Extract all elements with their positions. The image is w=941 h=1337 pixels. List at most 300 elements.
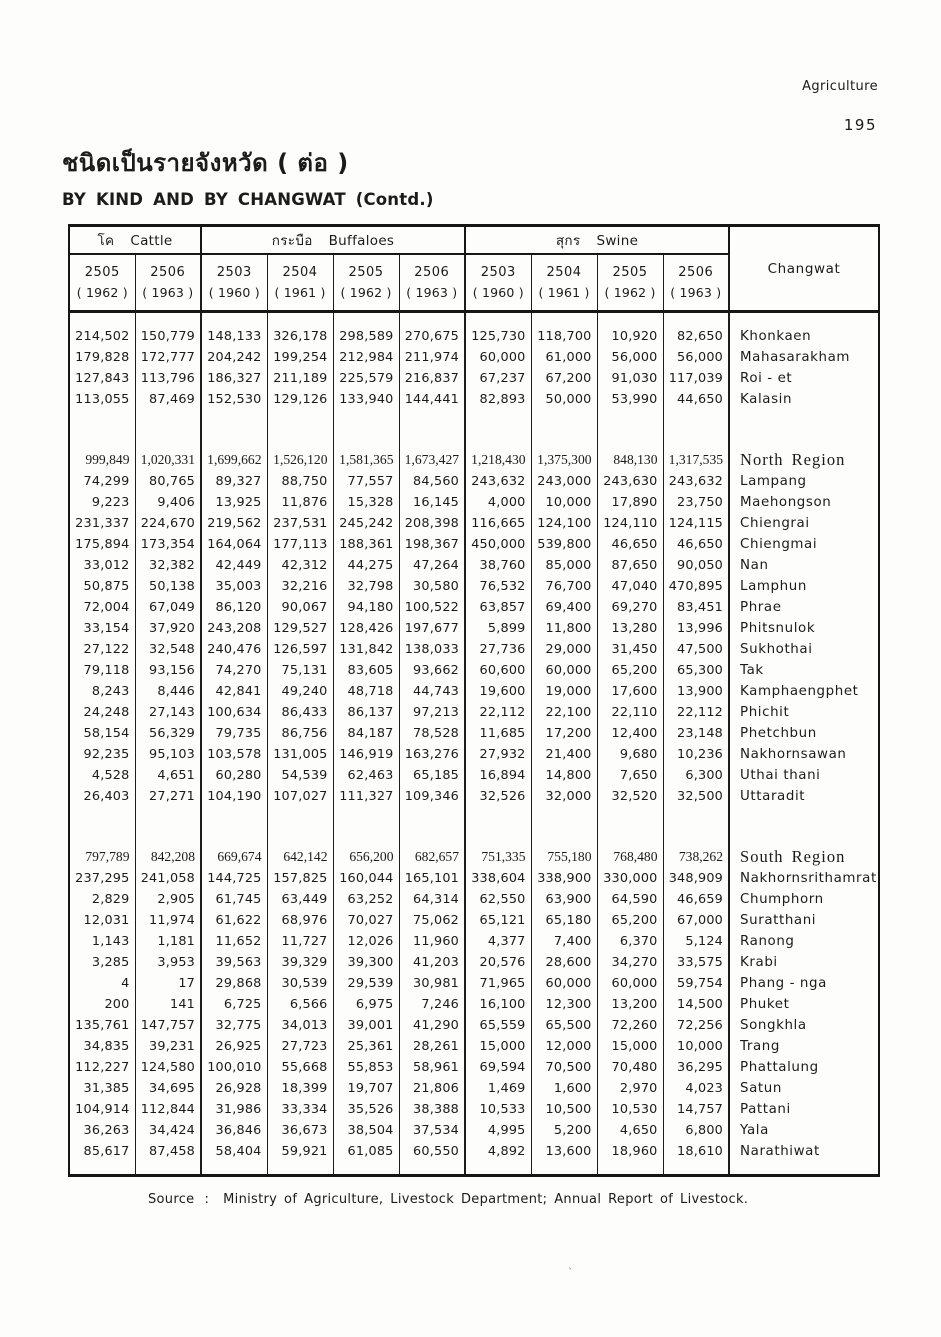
page-number: 195: [843, 116, 877, 134]
value-cell: 62,463: [333, 765, 399, 786]
group-label-english: Cattle: [130, 232, 173, 249]
changwat-cell: North Region: [740, 450, 846, 469]
region-total-row: [69, 450, 879, 471]
value-cell: 13,900: [663, 681, 729, 702]
value-cell: 64,314: [399, 889, 465, 910]
value-cell: 12,000: [531, 1036, 597, 1057]
year-header: [597, 254, 663, 312]
year-ad: ( 1961 ): [538, 284, 590, 300]
group-label-thai: โค: [97, 232, 115, 249]
value-cell: 11,960: [399, 931, 465, 952]
year-be: 2506: [414, 264, 450, 280]
value-cell: 61,000: [531, 347, 597, 368]
year-header: [465, 254, 531, 312]
value-cell: 46,650: [597, 534, 663, 555]
value-cell: 65,200: [597, 910, 663, 931]
value-cell: 84,187: [333, 723, 399, 744]
value-cell: 84,560: [399, 471, 465, 492]
value-cell: 164,064: [201, 534, 267, 555]
value-cell: 27,143: [135, 702, 201, 723]
value-cell: 1,673,427: [399, 450, 465, 471]
table-row: [69, 555, 879, 576]
value-cell: 150,779: [135, 326, 201, 347]
changwat-cell: Songkhla: [740, 1017, 807, 1033]
value-cell: 65,500: [531, 1015, 597, 1036]
value-cell: 1,143: [69, 931, 135, 952]
value-cell: 104,914: [69, 1099, 135, 1120]
value-cell: 63,900: [531, 889, 597, 910]
value-cell: 47,264: [399, 555, 465, 576]
value-cell: 39,329: [267, 952, 333, 973]
value-cell: 50,000: [531, 389, 597, 410]
year-ad: ( 1960 ): [208, 284, 260, 300]
value-cell: 54,539: [267, 765, 333, 786]
value-cell: 165,101: [399, 868, 465, 889]
value-cell: 77,557: [333, 471, 399, 492]
value-cell: 4,892: [465, 1141, 531, 1162]
value-cell: 42,312: [267, 555, 333, 576]
table-row: [69, 952, 879, 973]
group-header-swine: [465, 226, 729, 254]
value-cell: 60,000: [597, 973, 663, 994]
value-cell: 29,868: [201, 973, 267, 994]
value-cell: 11,727: [267, 931, 333, 952]
value-cell: 112,227: [69, 1057, 135, 1078]
value-cell: 100,634: [201, 702, 267, 723]
changwat-cell: Yala: [740, 1122, 769, 1138]
year-ad: ( 1963 ): [406, 284, 458, 300]
table-row: [69, 868, 879, 889]
value-cell: 65,559: [465, 1015, 531, 1036]
value-cell: 124,580: [135, 1057, 201, 1078]
changwat-cell: Maehongson: [740, 494, 832, 510]
value-cell: 11,800: [531, 618, 597, 639]
table-row: [69, 931, 879, 952]
value-cell: 177,113: [267, 534, 333, 555]
value-cell: 9,406: [135, 492, 201, 513]
value-cell: [201, 1162, 267, 1176]
value-cell: 129,126: [267, 389, 333, 410]
value-cell: 38,760: [465, 555, 531, 576]
value-cell: 3,285: [69, 952, 135, 973]
value-cell: 146,919: [333, 744, 399, 765]
value-cell: 330,000: [597, 868, 663, 889]
table-row: [69, 1120, 879, 1141]
value-cell: 125,730: [465, 326, 531, 347]
value-cell: 1,526,120: [267, 450, 333, 471]
value-cell: 86,137: [333, 702, 399, 723]
value-cell: 82,650: [663, 326, 729, 347]
value-cell: 7,246: [399, 994, 465, 1015]
value-cell: 4,377: [465, 931, 531, 952]
group-label-thai: สุกร: [555, 232, 581, 249]
value-cell: 117,039: [663, 368, 729, 389]
value-cell: 237,295: [69, 868, 135, 889]
value-cell: 34,013: [267, 1015, 333, 1036]
value-cell: 26,403: [69, 786, 135, 807]
source-label: Source: [148, 1192, 195, 1207]
value-cell: 212,984: [333, 347, 399, 368]
value-cell: 32,000: [531, 786, 597, 807]
value-cell: 36,295: [663, 1057, 729, 1078]
value-cell: 17,200: [531, 723, 597, 744]
value-cell: 17,890: [597, 492, 663, 513]
table-row: [69, 618, 879, 639]
value-cell: 163,276: [399, 744, 465, 765]
value-cell: 58,404: [201, 1141, 267, 1162]
value-cell: 10,000: [531, 492, 597, 513]
value-cell: 669,674: [201, 847, 267, 868]
value-cell: 71,965: [465, 973, 531, 994]
value-cell: 11,652: [201, 931, 267, 952]
changwat-cell: Phitsnulok: [740, 620, 816, 636]
group-header-buffaloes: [201, 226, 465, 254]
changwat-cell: Ranong: [740, 933, 795, 949]
value-cell: 26,928: [201, 1078, 267, 1099]
value-cell: 116,665: [465, 513, 531, 534]
value-cell: 103,578: [201, 744, 267, 765]
changwat-cell: Mahasarakham: [740, 349, 851, 365]
year-be: 2505: [612, 264, 648, 280]
value-cell: 6,566: [267, 994, 333, 1015]
group-label-thai: กระบือ: [271, 232, 313, 249]
value-cell: 12,031: [69, 910, 135, 931]
value-cell: 53,990: [597, 389, 663, 410]
value-cell: 29,000: [531, 639, 597, 660]
value-cell: 70,027: [333, 910, 399, 931]
value-cell: 1,020,331: [135, 450, 201, 471]
value-cell: 104,190: [201, 786, 267, 807]
changwat-cell: [729, 410, 879, 450]
value-cell: [531, 1162, 597, 1176]
value-cell: 7,650: [597, 765, 663, 786]
table-row: [69, 994, 879, 1015]
value-cell: [531, 312, 597, 326]
value-cell: 11,876: [267, 492, 333, 513]
value-cell: [333, 807, 399, 847]
value-cell: 7,400: [531, 931, 597, 952]
value-cell: [267, 312, 333, 326]
table-row: [69, 1099, 879, 1120]
value-cell: 50,138: [135, 576, 201, 597]
value-cell: 129,527: [267, 618, 333, 639]
value-cell: 100,010: [201, 1057, 267, 1078]
value-cell: 200: [69, 994, 135, 1015]
value-cell: 93,662: [399, 660, 465, 681]
value-cell: 14,757: [663, 1099, 729, 1120]
value-cell: 24,248: [69, 702, 135, 723]
changwat-cell: Nakhornsrithamrat: [740, 870, 877, 886]
value-cell: 326,178: [267, 326, 333, 347]
value-cell: 59,921: [267, 1141, 333, 1162]
value-cell: 85,617: [69, 1141, 135, 1162]
value-cell: 1,600: [531, 1078, 597, 1099]
value-cell: 34,835: [69, 1036, 135, 1057]
value-cell: 37,534: [399, 1120, 465, 1141]
value-cell: 13,925: [201, 492, 267, 513]
value-cell: 29,539: [333, 973, 399, 994]
value-cell: 124,100: [531, 513, 597, 534]
value-cell: 204,242: [201, 347, 267, 368]
changwat-cell: Nan: [740, 557, 769, 573]
value-cell: 131,005: [267, 744, 333, 765]
value-cell: 74,299: [69, 471, 135, 492]
value-cell: 14,800: [531, 765, 597, 786]
value-cell: 1,181: [135, 931, 201, 952]
value-cell: 31,450: [597, 639, 663, 660]
value-cell: 107,027: [267, 786, 333, 807]
value-cell: 50,875: [69, 576, 135, 597]
value-cell: 33,154: [69, 618, 135, 639]
value-cell: 83,605: [333, 660, 399, 681]
value-cell: [465, 1162, 531, 1176]
value-cell: 4,023: [663, 1078, 729, 1099]
title-english: BY KIND AND BY CHANGWAT (Contd.): [62, 190, 434, 209]
changwat-cell: Krabi: [740, 954, 778, 970]
value-cell: 768,480: [597, 847, 663, 868]
value-cell: 127,843: [69, 368, 135, 389]
value-cell: 44,275: [333, 555, 399, 576]
value-cell: [597, 807, 663, 847]
value-cell: 175,894: [69, 534, 135, 555]
year-ad: ( 1962 ): [76, 284, 128, 300]
value-cell: 55,668: [267, 1057, 333, 1078]
value-cell: 56,329: [135, 723, 201, 744]
value-cell: 13,600: [531, 1141, 597, 1162]
value-cell: 9,223: [69, 492, 135, 513]
value-cell: 245,242: [333, 513, 399, 534]
year-header: [663, 254, 729, 312]
table-row: [69, 765, 879, 786]
value-cell: 62,550: [465, 889, 531, 910]
value-cell: 46,650: [663, 534, 729, 555]
value-cell: 35,003: [201, 576, 267, 597]
value-cell: 211,189: [267, 368, 333, 389]
value-cell: 13,996: [663, 618, 729, 639]
value-cell: 93,156: [135, 660, 201, 681]
value-cell: 91,030: [597, 368, 663, 389]
value-cell: [531, 807, 597, 847]
value-cell: 42,841: [201, 681, 267, 702]
scan-artifact-mark: `: [568, 1266, 574, 1279]
value-cell: [399, 312, 465, 326]
value-cell: [201, 410, 267, 450]
value-cell: 87,469: [135, 389, 201, 410]
value-cell: 6,370: [597, 931, 663, 952]
value-cell: 79,735: [201, 723, 267, 744]
value-cell: 10,533: [465, 1099, 531, 1120]
value-cell: 12,026: [333, 931, 399, 952]
value-cell: 450,000: [465, 534, 531, 555]
value-cell: 95,103: [135, 744, 201, 765]
table-row: [69, 513, 879, 534]
value-cell: 33,334: [267, 1099, 333, 1120]
value-cell: 65,200: [597, 660, 663, 681]
value-cell: 13,280: [597, 618, 663, 639]
value-cell: 31,385: [69, 1078, 135, 1099]
changwat-cell: Phattalung: [740, 1059, 819, 1075]
value-cell: 61,622: [201, 910, 267, 931]
value-cell: 243,000: [531, 471, 597, 492]
changwat-cell: Chiengmai: [740, 536, 818, 552]
value-cell: 243,630: [597, 471, 663, 492]
value-cell: [465, 807, 531, 847]
value-cell: 41,290: [399, 1015, 465, 1036]
value-cell: 33,012: [69, 555, 135, 576]
value-cell: [69, 312, 135, 326]
table-row: [69, 576, 879, 597]
value-cell: 60,550: [399, 1141, 465, 1162]
value-cell: 60,600: [465, 660, 531, 681]
value-cell: 30,981: [399, 973, 465, 994]
value-cell: 72,256: [663, 1015, 729, 1036]
value-cell: 112,844: [135, 1099, 201, 1120]
year-be: 2505: [84, 264, 120, 280]
value-cell: 32,520: [597, 786, 663, 807]
value-cell: 67,237: [465, 368, 531, 389]
value-cell: [201, 312, 267, 326]
changwat-header: Changwat: [729, 226, 879, 312]
year-ad: ( 1962 ): [340, 284, 392, 300]
value-cell: 38,388: [399, 1099, 465, 1120]
value-cell: 6,975: [333, 994, 399, 1015]
changwat-cell: [729, 807, 879, 847]
value-cell: 12,400: [597, 723, 663, 744]
value-cell: 22,112: [465, 702, 531, 723]
value-cell: 111,327: [333, 786, 399, 807]
value-cell: 68,976: [267, 910, 333, 931]
changwat-cell: Sukhothai: [740, 641, 813, 657]
value-cell: 219,562: [201, 513, 267, 534]
value-cell: [597, 312, 663, 326]
value-cell: 47,040: [597, 576, 663, 597]
value-cell: [267, 410, 333, 450]
value-cell: 797,789: [69, 847, 135, 868]
value-cell: 38,504: [333, 1120, 399, 1141]
changwat-cell: [729, 312, 879, 326]
value-cell: 60,000: [531, 973, 597, 994]
region-total-row: [69, 847, 879, 868]
value-cell: [135, 312, 201, 326]
value-cell: 72,004: [69, 597, 135, 618]
value-cell: 27,723: [267, 1036, 333, 1057]
value-cell: 999,849: [69, 450, 135, 471]
table-row: [69, 1078, 879, 1099]
source-line: [148, 1192, 748, 1207]
table-row: [69, 681, 879, 702]
value-cell: 211,974: [399, 347, 465, 368]
table-row: [69, 597, 879, 618]
value-cell: 42,449: [201, 555, 267, 576]
value-cell: 1,581,365: [333, 450, 399, 471]
value-cell: 152,530: [201, 389, 267, 410]
value-cell: 243,632: [465, 471, 531, 492]
value-cell: 60,000: [465, 347, 531, 368]
value-cell: 23,750: [663, 492, 729, 513]
year-ad: ( 1963 ): [670, 284, 722, 300]
value-cell: 34,270: [597, 952, 663, 973]
year-be: 2504: [282, 264, 318, 280]
value-cell: 75,062: [399, 910, 465, 931]
table-row: [69, 1141, 879, 1162]
table-row: [69, 492, 879, 513]
value-cell: 21,400: [531, 744, 597, 765]
group-label-english: Swine: [596, 232, 639, 249]
value-cell: [663, 1162, 729, 1176]
year-header: [69, 254, 135, 312]
value-cell: 18,399: [267, 1078, 333, 1099]
value-cell: 173,354: [135, 534, 201, 555]
changwat-cell: Lampang: [740, 473, 807, 489]
year-header: [267, 254, 333, 312]
table-row: [69, 326, 879, 347]
value-cell: [399, 1162, 465, 1176]
value-cell: 470,895: [663, 576, 729, 597]
value-cell: 34,695: [135, 1078, 201, 1099]
value-cell: [465, 410, 531, 450]
gap-row: [69, 410, 879, 450]
value-cell: 85,000: [531, 555, 597, 576]
value-cell: 86,120: [201, 597, 267, 618]
value-cell: 4,650: [597, 1120, 663, 1141]
value-cell: 1,699,662: [201, 450, 267, 471]
changwat-cell: Chiengrai: [740, 515, 810, 531]
value-cell: [267, 1162, 333, 1176]
value-cell: 4: [69, 973, 135, 994]
source-separator: :: [204, 1192, 210, 1207]
section-label: Agriculture: [802, 79, 878, 94]
value-cell: 8,446: [135, 681, 201, 702]
value-cell: 751,335: [465, 847, 531, 868]
value-cell: [69, 410, 135, 450]
value-cell: 61,085: [333, 1141, 399, 1162]
value-cell: 30,580: [399, 576, 465, 597]
value-cell: 69,270: [597, 597, 663, 618]
value-cell: 28,600: [531, 952, 597, 973]
value-cell: 32,526: [465, 786, 531, 807]
value-cell: [597, 1162, 663, 1176]
value-cell: 27,932: [465, 744, 531, 765]
spacer-row: [69, 1162, 879, 1176]
value-cell: 69,594: [465, 1057, 531, 1078]
value-cell: 94,180: [333, 597, 399, 618]
group-header-row: [69, 226, 879, 254]
value-cell: 65,180: [531, 910, 597, 931]
value-cell: 87,650: [597, 555, 663, 576]
table-row: [69, 702, 879, 723]
changwat-cell: South Region: [740, 847, 846, 866]
changwat-cell: Tak: [740, 662, 764, 678]
value-cell: 3,953: [135, 952, 201, 973]
value-cell: 27,736: [465, 639, 531, 660]
value-cell: 113,796: [135, 368, 201, 389]
value-cell: 75,131: [267, 660, 333, 681]
value-cell: 2,970: [597, 1078, 663, 1099]
value-cell: 89,327: [201, 471, 267, 492]
value-cell: 60,000: [531, 660, 597, 681]
value-cell: 1,469: [465, 1078, 531, 1099]
value-cell: 15,000: [465, 1036, 531, 1057]
value-cell: 848,130: [597, 450, 663, 471]
value-cell: 240,476: [201, 639, 267, 660]
value-cell: 12,300: [531, 994, 597, 1015]
value-cell: 65,300: [663, 660, 729, 681]
changwat-cell: Kamphaengphet: [740, 683, 859, 699]
value-cell: 56,000: [663, 347, 729, 368]
value-cell: 10,500: [531, 1099, 597, 1120]
value-cell: 126,597: [267, 639, 333, 660]
value-cell: 188,361: [333, 534, 399, 555]
